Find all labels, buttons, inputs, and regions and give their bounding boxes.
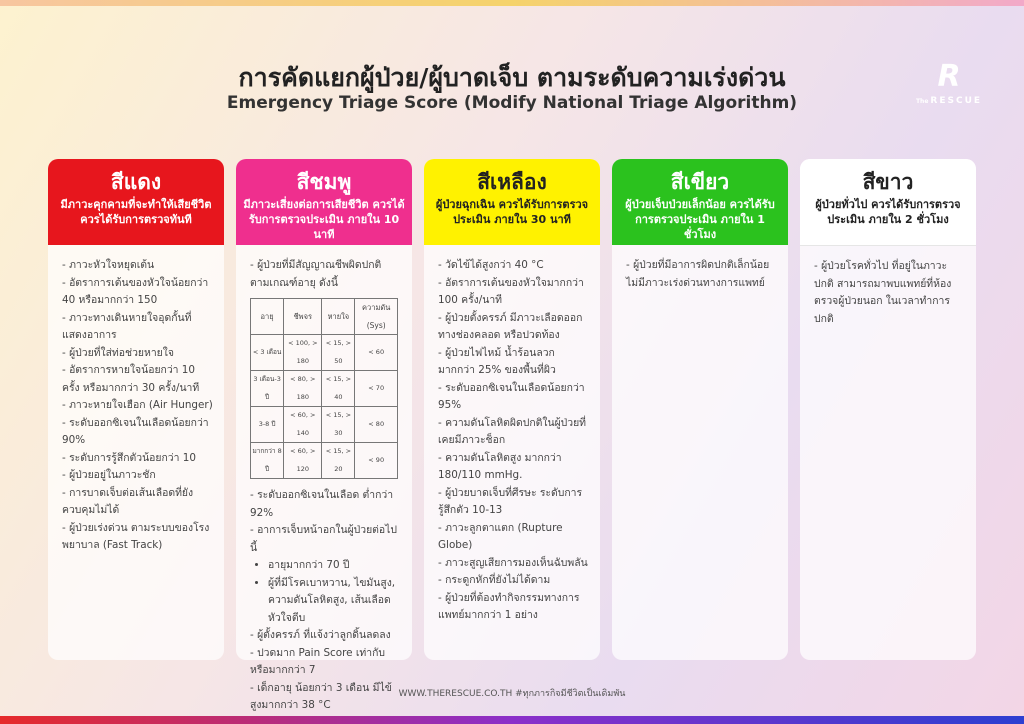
table-header: ความดัน (Sys)	[355, 299, 398, 335]
table-row	[251, 335, 398, 371]
rescue-logo	[914, 59, 984, 106]
table-cell: < 15, > 30	[322, 407, 355, 443]
criteria-item: - ผู้ป่วยเร่งด่วน ตามระบบของโรงพยาบาล (Fast Track)	[62, 521, 210, 551]
criteria-item: - อัตราการเต้นของหัวใจมากกว่า 100 ครั้ง/นาที	[438, 276, 584, 306]
criteria-list	[250, 627, 402, 715]
criteria-item: - ระดับออกซิเจนในเลือด ต่ำกว่า 92%	[250, 489, 394, 519]
table-cell: < 15, > 20	[322, 443, 355, 479]
card-subtitle: ผู้ป่วยทั่วไป ควรได้รับการตรวจประเมิน ภายใน 2 ชั่วโมง	[815, 198, 961, 226]
card-body	[800, 246, 976, 328]
criteria-item: - ผู้ป่วยโรคทั่วไป ที่อยู่ในภาวะปกติ สามารถมาพบแพทย์ที่ห้องตรวจผู้ป่วยนอก ในเวลาทำการปกติ	[814, 260, 952, 325]
criteria-item: - อัตราการเต้นของหัวใจน้อยกว่า 40 หรือมากกว่า 150	[62, 276, 209, 306]
card-subtitle: มีภาวะเสี่ยงต่อการเสียชีวิต ควรได้รับการตรวจประเมิน ภายใน 10 นาที	[243, 198, 405, 241]
logo-word	[914, 96, 984, 106]
criteria-item: - ภาวะทางเดินหายใจอุดกั้นที่แสดงอาการ	[62, 311, 192, 341]
triage-card-white	[800, 159, 976, 660]
criteria-item: - ผู้ป่วยอยู่ในภาวะชัก	[62, 469, 156, 481]
table-cell: 3 เดือน-3 ปี	[251, 371, 284, 407]
criteria-item: - อาการเจ็บหน้าอกในผู้ป่วยต่อไปนี้	[250, 524, 397, 554]
criteria-item: - เด็กอายุ น้อยกว่า 3 เดือน มีไข้สูงมากกว่า 38 °C	[250, 681, 392, 711]
card-subtitle: มีภาวะคุกคามที่จะทำให้เสียชีวิต ควรได้รับการตรวจทันที	[60, 198, 212, 226]
logo-mark: R	[937, 59, 961, 94]
criteria-item: - การบาดเจ็บต่อเส้นเลือดที่ยังควบคุมไม่ได้	[62, 486, 194, 516]
table-cell: < 15, > 40	[322, 371, 355, 407]
table-header-row	[251, 299, 398, 335]
criteria-item: - ภาวะหายใจเฮือก (Air Hunger)	[62, 399, 213, 411]
card-body	[236, 245, 412, 715]
criteria-intro: - ผู้ป่วยที่มีสัญญาณชีพผิดปกติ ตามเกณฑ์อายุ ดังนี้	[250, 259, 382, 289]
criteria-item: - ผู้ตั้งครรภ์ ที่แจ้งว่าลูกดิ้นลดลง	[250, 629, 391, 641]
card-body	[48, 245, 224, 555]
table-row	[251, 371, 398, 407]
table-row	[251, 407, 398, 443]
vital-signs-table	[250, 298, 398, 479]
table-cell: < 100, > 180	[284, 335, 322, 371]
triage-card-pink	[236, 159, 412, 711]
card-header-white	[800, 159, 976, 246]
criteria-sub-item: • อายุมากกว่า 70 ปี	[268, 557, 402, 575]
criteria-sub-list	[250, 557, 402, 627]
criteria-list	[62, 257, 214, 555]
table-cell: < 70	[355, 371, 398, 407]
table-cell: มากกว่า 8 ปี	[251, 443, 284, 479]
table-row	[251, 443, 398, 479]
criteria-item: - ผู้ป่วยบาดเจ็บที่ศีรษะ ระดับการรู้สึกตัว 10-13	[438, 486, 583, 516]
logo-small-text: The	[915, 98, 929, 105]
card-subtitle: ผู้ป่วยฉุกเฉิน ควรได้รับการตรวจประเมิน ภายใน 30 นาที	[435, 198, 589, 226]
card-title: สีเหลือง	[477, 170, 547, 194]
card-title: สีขาว	[862, 170, 914, 194]
criteria-list	[814, 258, 966, 328]
page-title-thai: การคัดแยกผู้ป่วย/ผู้บาดเจ็บ ตามระดับความเร่งด่วน	[238, 63, 786, 92]
criteria-item: - กระดูกหักที่ยังไม่ได้ดาม	[438, 574, 551, 586]
bottom-gradient-bar	[0, 716, 1024, 724]
card-header-pink	[236, 159, 412, 245]
table-cell: < 60, > 120	[284, 443, 322, 479]
triage-card-green	[612, 159, 788, 660]
criteria-item: - ภาวะสูญเสียการมองเห็นฉับพลัน	[438, 556, 588, 569]
table-cell: < 3 เดือน	[251, 335, 284, 371]
table-header: อายุ	[251, 299, 284, 335]
card-body	[424, 245, 600, 625]
criteria-item: - ระดับการรู้สึกตัวน้อยกว่า 10	[62, 451, 196, 464]
page-title-english: Emergency Triage Score (Modify National Triage Algorithm)	[226, 93, 798, 113]
card-header-red	[48, 159, 224, 245]
criteria-item: - ผู้ป่วยไฟไหม้ น้ำร้อนลวก มากกว่า 25% ของพื้นที่ผิว	[438, 346, 556, 376]
triage-card-yellow	[424, 159, 600, 660]
card-title: สีชมพู	[296, 170, 352, 194]
criteria-list	[438, 257, 590, 625]
criteria-item: - ผู้ป่วยตั้งครรภ์ มีภาวะเลือดออกทางช่องคลอด หรือปวดท้อง	[438, 311, 583, 341]
triage-card-red	[48, 159, 224, 660]
criteria-item: - ภาวะลูกตาแตก (Rupture Globe)	[438, 521, 563, 551]
table-cell: < 80	[355, 407, 398, 443]
criteria-item: - ระดับออกซิเจนในเลือดน้อยกว่า 95%	[438, 381, 585, 411]
criteria-item: - ปวดมาก Pain Score เท่ากับ หรือมากกว่า 7	[250, 646, 385, 676]
top-gradient-bar	[0, 0, 1024, 6]
table-cell: < 15, > 50	[322, 335, 355, 371]
card-header-green	[612, 159, 788, 245]
criteria-item: - ภาวะหัวใจหยุดเต้น	[62, 259, 155, 271]
card-title: สีแดง	[110, 170, 162, 194]
criteria-item: - ความดันโลหิตผิดปกติในผู้ป่วยที่เคยมีภาวะช็อก	[438, 416, 587, 446]
criteria-item: - วัดไข้ได้สูงกว่า 40 °C	[438, 259, 544, 271]
criteria-list	[250, 487, 402, 557]
criteria-item: - ผู้ป่วยที่ใส่ท่อช่วยหายใจ	[62, 346, 174, 359]
criteria-list	[626, 257, 778, 292]
card-header-yellow	[424, 159, 600, 245]
criteria-item: - ผู้ป่วยที่มีอาการผิดปกติเล็กน้อย ไม่มีภาวะเร่งด่วนทางการแพทย์	[626, 259, 770, 289]
logo-word-text: RESCUE	[930, 96, 983, 106]
criteria-item: - อัตราการหายใจน้อยกว่า 10 ครั้ง หรือมากกว่า 30 ครั้ง/นาที	[62, 364, 200, 394]
table-cell: 3-8 ปี	[251, 407, 284, 443]
card-body	[612, 245, 788, 292]
table-cell: < 90	[355, 443, 398, 479]
footer-text: WWW.THERESCUE.CO.TH #ทุกภารกิจมีชีวิตเป็นเดิมพัน	[398, 689, 626, 699]
table-header: หายใจ	[322, 299, 355, 335]
table-header: ชีพจร	[284, 299, 322, 335]
table-cell: < 60, > 140	[284, 407, 322, 443]
table-cell: < 60	[355, 335, 398, 371]
criteria-item: - ระดับออกซิเจนในเลือดน้อยกว่า 90%	[62, 416, 209, 446]
criteria-sub-item: • ผู้ที่มีโรคเบาหวาน, ไขมันสูง, ความดันโลหิตสูง, เส้นเลือดหัวใจตีบ	[268, 575, 402, 628]
criteria-item: - ความดันโลหิตสูง มากกว่า 180/110 mmHg.	[438, 451, 562, 481]
card-subtitle: ผู้ป่วยเจ็บป่วยเล็กน้อย ควรได้รับการตรวจประเมิน ภายใน 1 ชั่วโมง	[625, 198, 775, 241]
table-cell: < 80, > 180	[284, 371, 322, 407]
card-title: สีเขียว	[670, 170, 730, 194]
criteria-item: - ผู้ป่วยที่ต้องทำกิจกรรมทางการแพทย์มากกว่า 1 อย่าง	[438, 591, 580, 621]
